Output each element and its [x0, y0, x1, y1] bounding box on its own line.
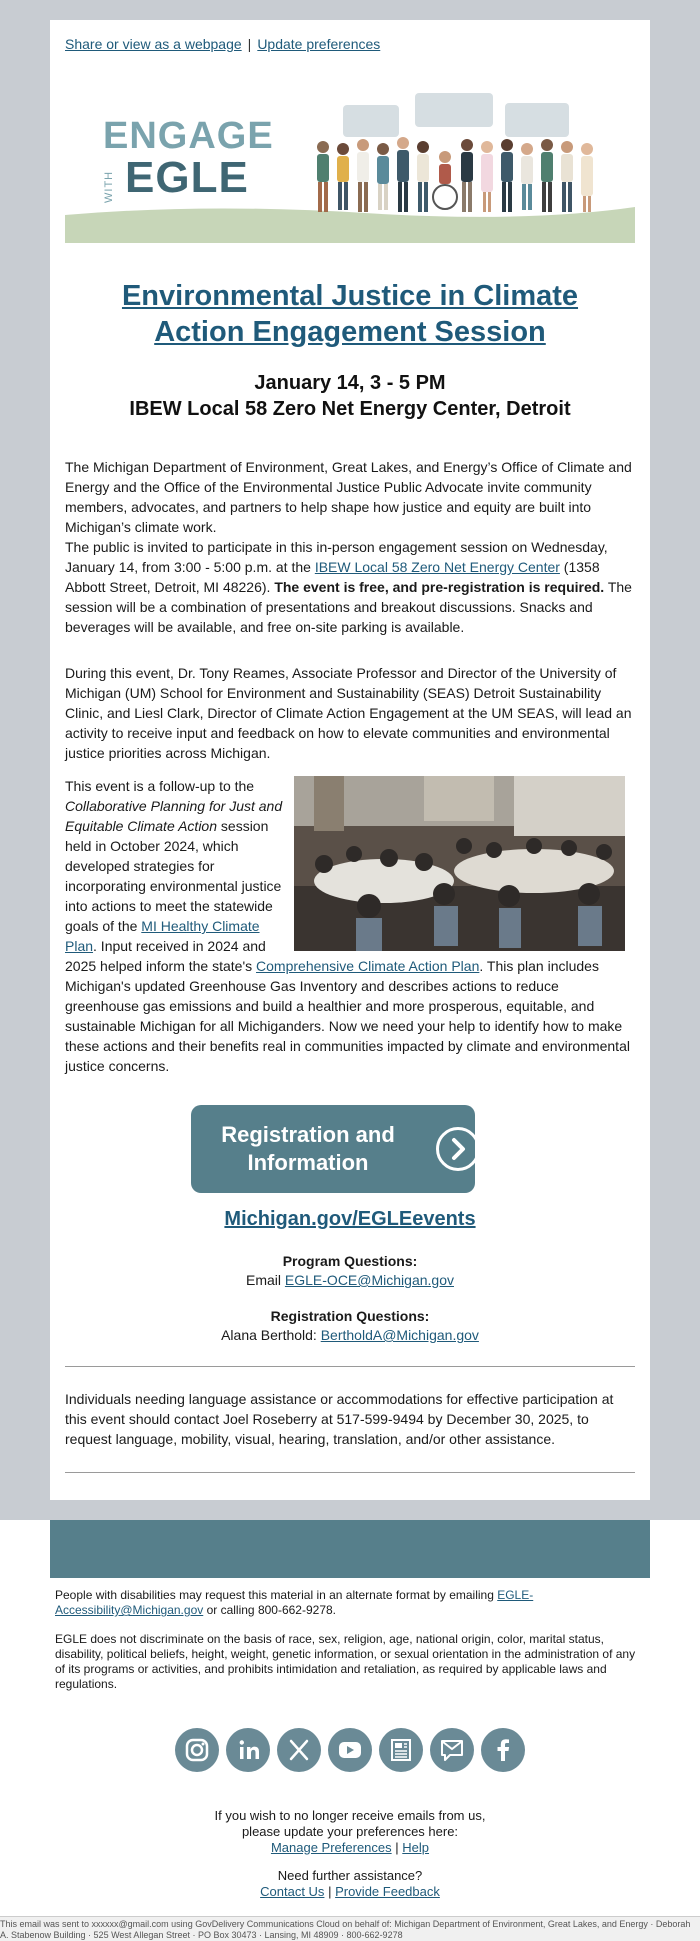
details-bold-text: The event is free, and pre-registration is required.: [274, 579, 605, 595]
registration-button[interactable]: [191, 1105, 475, 1193]
event-date: January 14, 3 - 5 PM: [254, 372, 446, 394]
registration-questions-label: Registration Questions:: [270, 1308, 430, 1324]
registration-button-label: [213, 1121, 403, 1177]
legal-text: This email was sent to xxxxxx@gmail.com using GovDelivery Communications Cloud on behalf of: Michigan Department of Environment, Great Lakes, and Energy · Deborah A. Stabenow Building · 525 West Allegan Street · PO Box 30473 · Lansing, MI 48909 · 800-662-9278: [0, 1919, 691, 1940]
engage-banner: [65, 85, 635, 243]
nondiscrimination-notice: EGLE does not discriminate on the basis of race, sex, religion, age, national origin, color, marital status, disability, political beliefs, height, weight, genetic information, or sexual orientation in the administration of any of its programs or activities, and prohibits intimidation and retaliation, as required by applicable laws and regulations.: [55, 1632, 636, 1691]
registration-questions: [65, 1307, 635, 1345]
intro-paragraph: The Michigan Department of Environment, Great Lakes, and Energy’s Office of Climate and Energy and the Office of the Environmental Justice Public Advocate invite community members, advocates, and partners to help shape how justice and equity are built into Michigan’s climate work.: [65, 459, 632, 535]
details-text-a: The public is invited to participate in this in-person engagement session on Wednesday, January 14, from 3:00 - 5:00 p.m. at the: [65, 539, 608, 575]
program-questions-contact: [65, 1271, 635, 1290]
unsubscribe-line2: please update your preferences here:: [241, 1824, 459, 1839]
details-paragraph: [65, 537, 635, 637]
registration-questions-contact: [65, 1326, 635, 1345]
comprehensive-climate-action-plan-link[interactable]: Comprehensive Climate Action Plan: [256, 958, 480, 974]
registration-email-link[interactable]: BertholdA@Michigan.gov: [320, 1327, 479, 1343]
logo-with-text: WITH: [103, 170, 115, 203]
unsubscribe-line1: If you wish to no longer receive emails from us,: [214, 1808, 486, 1823]
people-figures: [317, 137, 593, 212]
contact-links: [0, 1884, 700, 1900]
contact-separator: |: [328, 1884, 332, 1899]
divider-bottom: [65, 1472, 635, 1473]
venue-link[interactable]: IBEW Local 58 Zero Net Energy Center: [314, 559, 560, 575]
provide-feedback-link[interactable]: Provide Feedback: [335, 1884, 440, 1899]
email-card: [50, 20, 650, 1500]
event-photo-image: [294, 776, 625, 951]
program-questions-label: Program Questions:: [282, 1253, 418, 1269]
logo-engage-text: ENGAGE: [103, 115, 274, 157]
help-link[interactable]: Help: [402, 1840, 430, 1855]
preferences-separator: |: [395, 1840, 399, 1855]
divider-top: [65, 1366, 635, 1367]
program-questions-prefix: Email: [246, 1272, 285, 1288]
preferences-links: [0, 1840, 700, 1856]
followup-text-c: . Input received in 2024 and: [93, 938, 266, 954]
header-links: [65, 36, 380, 52]
event-title-link[interactable]: [65, 278, 635, 350]
manage-preferences-link[interactable]: Manage Preferences: [270, 1840, 392, 1855]
followup-italic-title: Collaborative Planning for Just and Equitable Climate Action: [65, 798, 283, 834]
engage-with-egle-logo: [103, 115, 293, 205]
newsletter-icon[interactable]: [379, 1728, 423, 1772]
arrow-right-icon: [436, 1127, 480, 1171]
followup-text-d: 2025 helped inform the state's: [65, 958, 257, 974]
registration-questions-prefix: Alana Berthold:: [221, 1327, 321, 1343]
followup-text-e: . This plan includes Michigan's updated Greenhouse Gas Inventory and describes actions to reduce greenhouse gas emissions and build a healthier and more prosperous, equitable, and sustainable Michigan for all Michiganders. Now we need your help to identify how to make these actions and their benefits real in communities impacted by climate and environmental justice concerns.: [65, 958, 630, 1074]
event-venue: IBEW Local 58 Zero Net Energy Center, Detroit: [129, 398, 571, 420]
contact-us-link[interactable]: Contact Us: [260, 1884, 325, 1899]
events-link-row: [65, 1208, 635, 1231]
details-text-c: The session will be a combination of presentations and breakout discussions. Snacks and beverages will be available, and free on-site parking is available.: [65, 579, 632, 635]
egle-events-link[interactable]: Michigan.gov/EGLEevents: [224, 1208, 476, 1230]
alt-format-text-a: People with disabilities may request this material in an alternate format by emailing: [55, 1588, 498, 1602]
alt-format-text-b: or calling 800-662-9278.: [203, 1603, 337, 1617]
header-separator: |: [247, 36, 252, 52]
followup-paragraph-top: [65, 776, 287, 956]
mi-healthy-climate-plan-link[interactable]: MI Healthy Climate Plan: [65, 918, 260, 954]
accommodations-paragraph: Individuals needing language assistance or accommodations for effective participation at this event should contact Joel Roseberry at 517-599-9494 by December 30, 2025, to request language, mobility, visual, hearing, translation, and/or other assistance.: [65, 1391, 614, 1447]
event-title-line1: Environmental Justice in Climate: [121, 280, 579, 312]
program-email-link[interactable]: EGLE-OCE@Michigan.gov: [284, 1272, 454, 1288]
event-subtitle: [65, 370, 635, 422]
instagram-icon[interactable]: [175, 1728, 219, 1772]
registration-button-line2: Information: [247, 1150, 369, 1175]
legal-footer: [0, 1916, 700, 1941]
facilitators-paragraph: During this event, Dr. Tony Reames, Associate Professor and Director of the University of Michigan (UM) School for Environment and Sustainability (SEAS) Detroit Sustainability Clinic, and Liesl Clark, Director of Climate Action Engagement at the UM SEAS, will lead an activity to receive input and feedback on how to elevate communities and environmental justice priorities across Michigan.: [65, 665, 632, 761]
event-photo: [294, 776, 625, 951]
linkedin-icon[interactable]: [226, 1728, 270, 1772]
followup-paragraph-bottom: [65, 956, 635, 1076]
alternate-format-notice: [55, 1588, 645, 1618]
view-as-webpage-link[interactable]: Share or view as a webpage: [65, 36, 242, 52]
program-questions: [65, 1252, 635, 1290]
followup-text-a: This event is a follow-up to the: [65, 778, 255, 794]
accessibility-email-link[interactable]: EGLE-Accessibility@Michigan.gov: [55, 1588, 534, 1617]
facebook-icon[interactable]: [481, 1728, 525, 1772]
youtube-icon[interactable]: [328, 1728, 372, 1772]
footer-band: [50, 1520, 650, 1578]
further-assistance: Need further assistance?: [277, 1868, 423, 1883]
followup-text-b: session held in October 2024, which developed strategies for incorporating environmental justice into actions to meet the statewide goals of the: [65, 818, 282, 934]
x-icon[interactable]: [277, 1728, 321, 1772]
details-text-b: (1358 Abbott Street, Detroit, MI 48226).: [65, 559, 600, 595]
registration-button-line1: Registration and: [221, 1122, 395, 1147]
update-preferences-link[interactable]: Update preferences: [257, 36, 381, 52]
logo-egle-text: EGLE: [125, 153, 249, 202]
event-title-line2: Action Engagement Session: [154, 316, 546, 348]
email-icon[interactable]: [430, 1728, 474, 1772]
